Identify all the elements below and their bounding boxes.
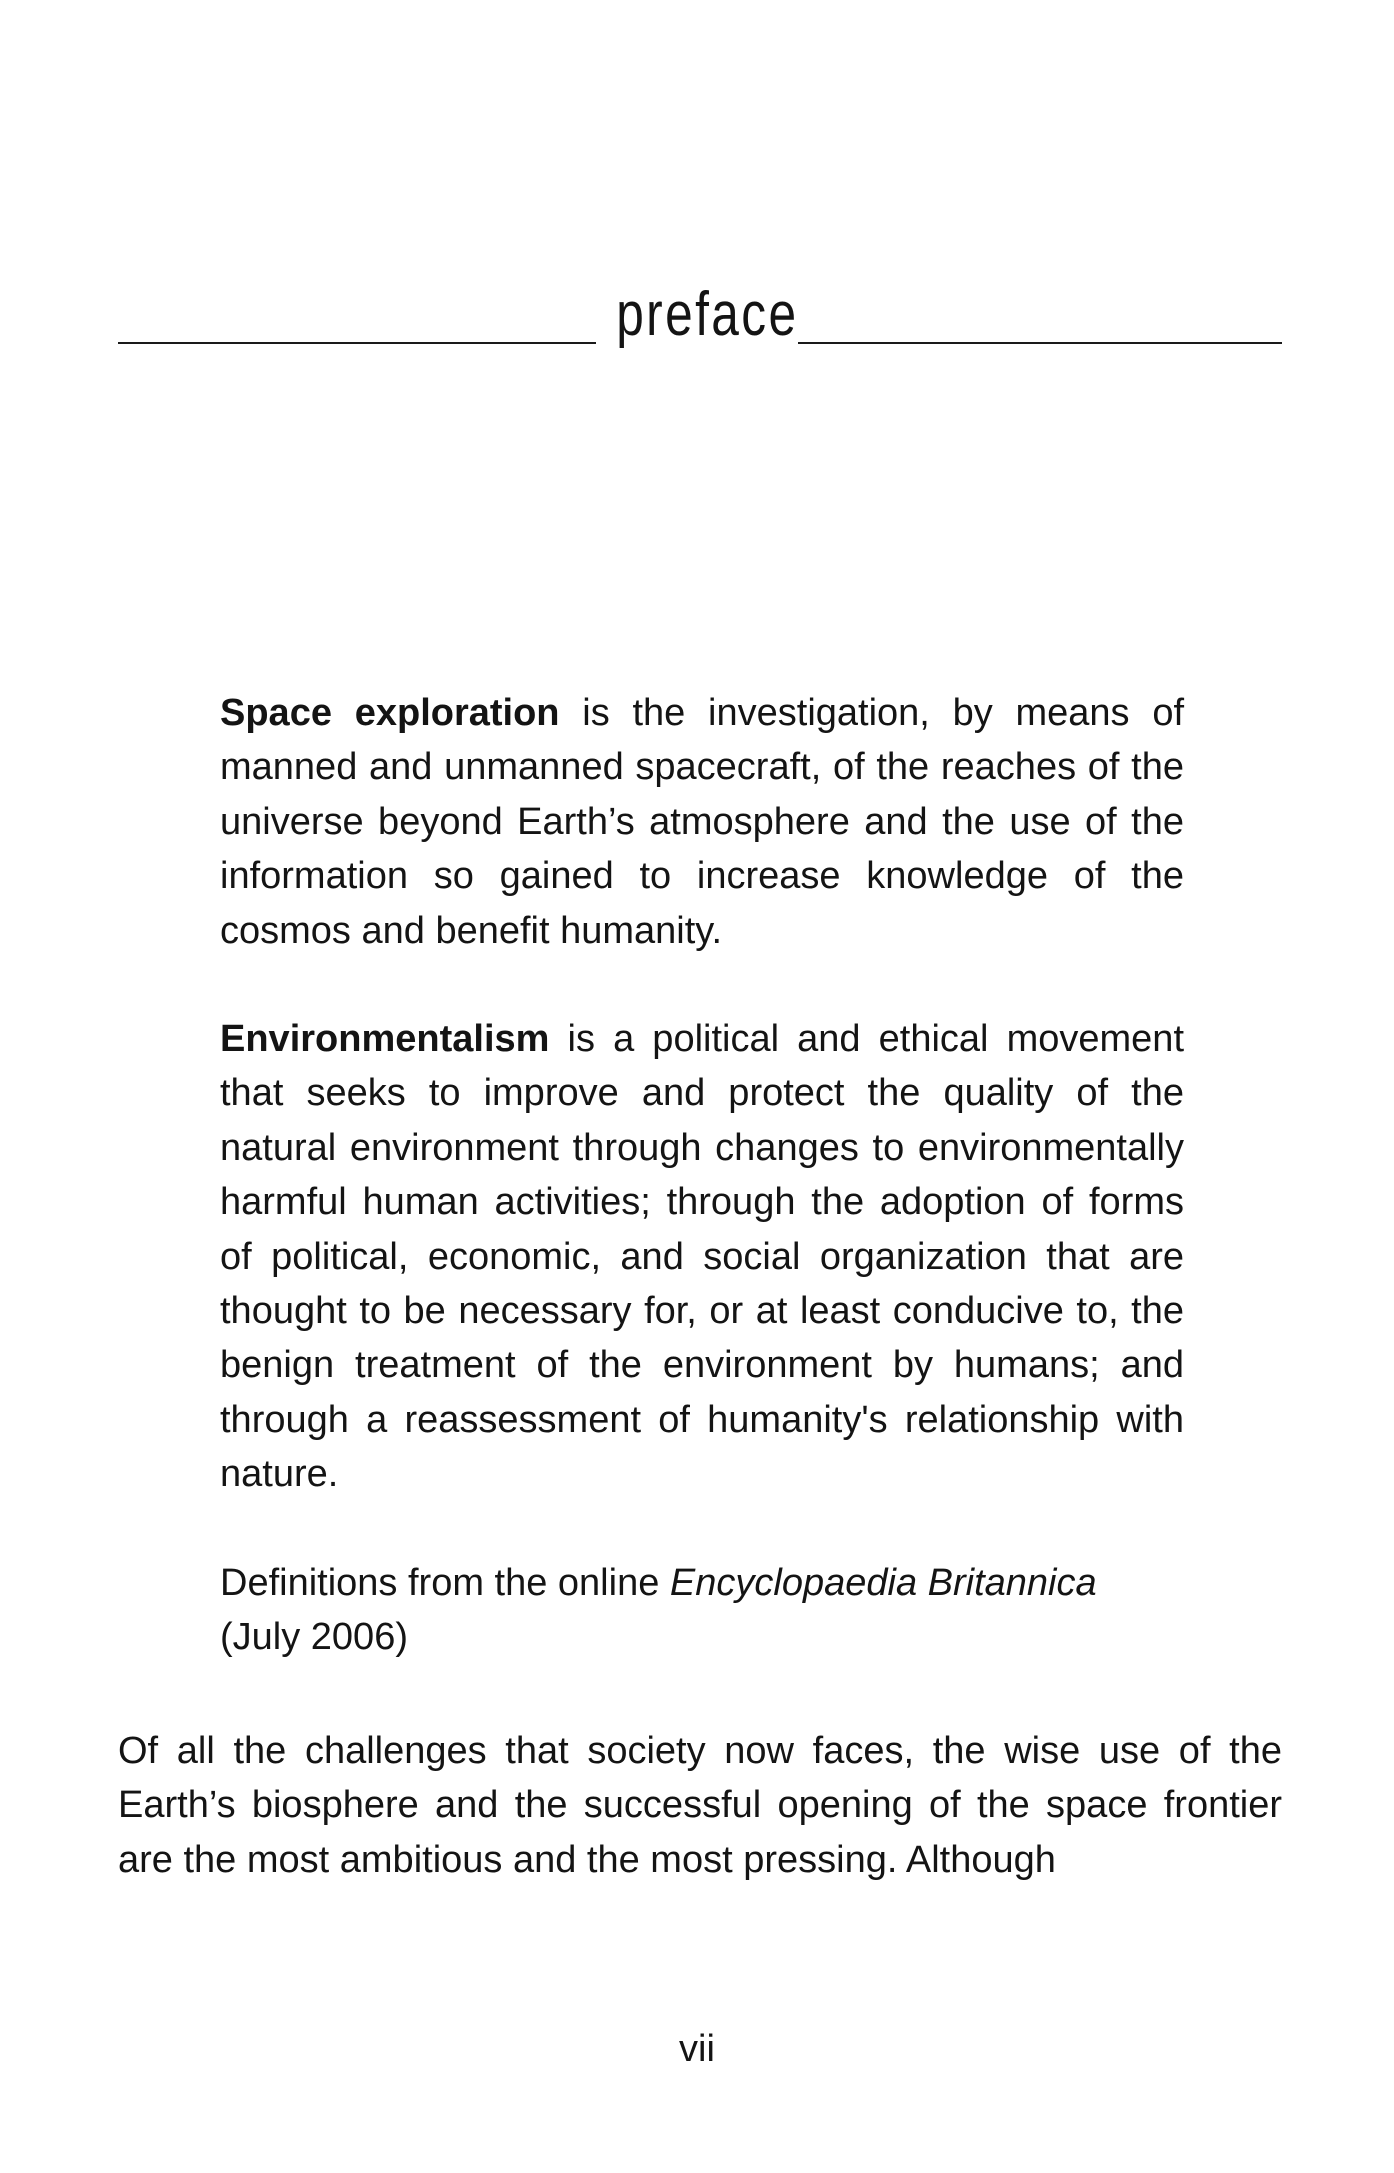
definition-term: Space exploration bbox=[220, 692, 560, 734]
definition-text: is the investigation, by means of manned and unmanned spacecraft, of the reaches of the universe beyond Earth’s atmosphere and the use of the information so gained to increase knowledge of the cosmos and benefit humanity. bbox=[220, 692, 1185, 952]
source-work: Encyclopaedia Britannica bbox=[669, 1561, 1097, 1604]
source-date: (July 2006) bbox=[220, 1616, 408, 1659]
definition-space-exploration bbox=[220, 686, 1184, 958]
source-prefix: Definitions from the online bbox=[220, 1561, 670, 1604]
definition-environmentalism bbox=[220, 1012, 1184, 1502]
title-rule-right bbox=[798, 342, 1282, 344]
page-number: vii bbox=[679, 2028, 715, 2070]
title-rule-left bbox=[118, 342, 596, 344]
definitions-block bbox=[220, 686, 1184, 1665]
definitions-source bbox=[220, 1556, 1184, 1665]
page-title: preface bbox=[616, 280, 799, 349]
body-paragraph: Of all the challenges that society now faces, the wise use of the Earth’s biosphere and the successful opening of the space frontier are the most ambitious and the most pressing. Although bbox=[118, 1730, 1282, 1881]
definition-text: is a political and ethical movement that seeks to improve and protect the quality of the natural environment through changes to environmentally harmful human activities; through the adoption of forms of political, economic, and social organization that are thought to be necessary for, or at least conducive to, the benign treatment of the environment by humans; and through a reassessment of humanity's relationship with nature. bbox=[220, 1018, 1184, 1496]
definition-term: Environmentalism bbox=[220, 1018, 550, 1061]
